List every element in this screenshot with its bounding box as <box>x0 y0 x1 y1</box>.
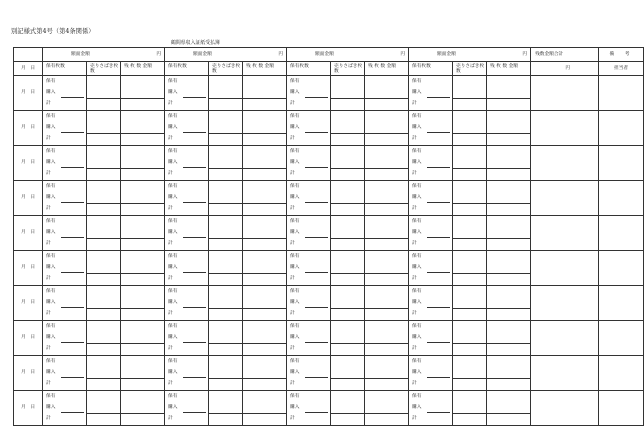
month-day-header: 月 日 <box>14 62 43 76</box>
remaining-amount-cell[interactable] <box>243 216 287 251</box>
sold-count-cell[interactable] <box>209 391 243 426</box>
remaining-amount-cell[interactable] <box>487 286 531 321</box>
held-purchased-total-cell[interactable]: 保有 購入 計 <box>287 391 331 426</box>
held-count-header: 保有枚数 <box>287 62 331 76</box>
note-cell[interactable] <box>599 356 644 391</box>
remaining-amount-cell[interactable] <box>243 356 287 391</box>
remaining-amount-cell[interactable] <box>365 111 409 146</box>
sold-count-cell[interactable] <box>87 251 121 286</box>
sold-count-cell[interactable] <box>453 321 487 356</box>
sold-count-cell[interactable] <box>87 216 121 251</box>
held-purchased-total-cell[interactable]: 保有 購入 計 <box>409 111 453 146</box>
ledger-row <box>14 216 644 251</box>
held-purchased-total-cell[interactable]: 保有 購入 計 <box>287 321 331 356</box>
sold-count-cell[interactable] <box>209 321 243 356</box>
held-purchased-total-cell[interactable]: 保有 購入 計 <box>165 286 209 321</box>
sold-count-cell[interactable] <box>87 356 121 391</box>
sold-count-cell[interactable] <box>331 111 365 146</box>
sold-count-cell[interactable] <box>331 286 365 321</box>
denomination-header: 額面金額 円 <box>43 48 165 62</box>
held-purchased-total-cell[interactable]: 保有 購入 計 <box>165 391 209 426</box>
remaining-amount-cell[interactable] <box>365 216 409 251</box>
remaining-total-cell[interactable] <box>531 321 599 356</box>
held-purchased-total-cell[interactable]: 保有 購入 計 <box>43 391 87 426</box>
held-purchased-total-cell[interactable]: 保有 購入 計 <box>409 146 453 181</box>
note-cell[interactable] <box>599 286 644 321</box>
held-purchased-total-cell[interactable]: 保有 購入 計 <box>287 251 331 286</box>
date-cell[interactable]: 月 日 <box>14 391 43 426</box>
sold-count-cell[interactable] <box>87 146 121 181</box>
remaining-amount-cell[interactable] <box>121 251 165 286</box>
remaining-amount-header: 残 枚 数 金額 <box>365 62 409 76</box>
held-purchased-total-cell[interactable]: 保有 購入 計 <box>43 286 87 321</box>
remaining-amount-cell[interactable] <box>487 251 531 286</box>
remaining-amount-cell[interactable] <box>243 286 287 321</box>
held-purchased-total-cell[interactable]: 保有 購入 計 <box>409 216 453 251</box>
remaining-amount-cell[interactable] <box>121 181 165 216</box>
sold-count-cell[interactable] <box>209 76 243 111</box>
remaining-amount-cell[interactable] <box>121 146 165 181</box>
remaining-amount-cell[interactable] <box>365 391 409 426</box>
remaining-amount-cell[interactable] <box>121 321 165 356</box>
note-cell[interactable] <box>599 181 644 216</box>
held-purchased-total-cell[interactable]: 保有 購入 計 <box>287 216 331 251</box>
ledger-row <box>14 146 644 181</box>
sold-count-cell[interactable] <box>331 251 365 286</box>
held-purchased-total-cell[interactable]: 保有 購入 計 <box>43 321 87 356</box>
held-purchased-total-cell[interactable]: 保有 購入 計 <box>43 356 87 391</box>
person-in-charge-header: 担当者 <box>599 62 644 76</box>
sold-count-cell[interactable] <box>453 251 487 286</box>
held-purchased-total-cell[interactable]: 保有 購入 計 <box>165 111 209 146</box>
note-cell[interactable] <box>599 146 644 181</box>
held-purchased-total-cell[interactable]: 保有 購入 計 <box>43 146 87 181</box>
remaining-amount-cell[interactable] <box>365 356 409 391</box>
note-cell[interactable] <box>599 321 644 356</box>
sold-count-cell[interactable] <box>453 146 487 181</box>
form-title: 鶴間県収入証紙受払簿 <box>171 40 220 46</box>
remaining-total-cell[interactable] <box>531 356 599 391</box>
held-purchased-total-cell[interactable]: 保有 購入 計 <box>409 321 453 356</box>
date-cell[interactable]: 月 日 <box>14 251 43 286</box>
held-purchased-total-cell[interactable]: 保有 購入 計 <box>43 251 87 286</box>
remaining-amount-cell[interactable] <box>243 76 287 111</box>
remaining-amount-cell[interactable] <box>365 286 409 321</box>
sold-count-cell[interactable] <box>331 146 365 181</box>
remaining-total-cell[interactable] <box>531 251 599 286</box>
remaining-total-cell[interactable] <box>531 181 599 216</box>
date-cell[interactable]: 月 日 <box>14 321 43 356</box>
remaining-amount-cell[interactable] <box>365 146 409 181</box>
ledger-table <box>13 47 644 426</box>
remaining-amount-cell[interactable] <box>365 181 409 216</box>
sold-count-cell[interactable] <box>209 356 243 391</box>
held-count-header: 保有枚数 <box>409 62 453 76</box>
sold-count-header: 売りさばき枚数 <box>453 62 487 76</box>
date-cell[interactable]: 月 日 <box>14 146 43 181</box>
held-purchased-total-cell[interactable]: 保有 購入 計 <box>287 356 331 391</box>
date-cell[interactable]: 月 日 <box>14 356 43 391</box>
note-cell[interactable] <box>599 76 644 111</box>
held-purchased-total-cell[interactable]: 保有 購入 計 <box>165 321 209 356</box>
held-purchased-total-cell[interactable]: 保有 購入 計 <box>43 181 87 216</box>
denomination-header: 額面金額 円 <box>409 48 531 62</box>
sold-count-cell[interactable] <box>209 146 243 181</box>
sold-count-cell[interactable] <box>87 181 121 216</box>
sold-count-cell[interactable] <box>87 76 121 111</box>
denomination-header: 額面金額 円 <box>287 48 409 62</box>
remaining-amount-cell[interactable] <box>121 391 165 426</box>
remaining-amount-header: 残 枚 数 金額 <box>121 62 165 76</box>
remaining-total-cell[interactable] <box>531 286 599 321</box>
held-purchased-total-cell[interactable]: 保有 購入 計 <box>287 286 331 321</box>
sold-count-cell[interactable] <box>331 391 365 426</box>
held-purchased-total-cell[interactable]: 保有 購入 計 <box>165 146 209 181</box>
held-purchased-total-cell[interactable]: 保有 購入 計 <box>43 76 87 111</box>
remaining-amount-cell[interactable] <box>487 391 531 426</box>
held-purchased-total-cell[interactable]: 保有 購入 計 <box>409 76 453 111</box>
sold-count-cell[interactable] <box>453 356 487 391</box>
remaining-total-header: 残数金額合計 <box>531 48 599 62</box>
sold-count-cell[interactable] <box>87 391 121 426</box>
remaining-amount-cell[interactable] <box>243 181 287 216</box>
denomination-header: 額面金額 円 <box>165 48 287 62</box>
remaining-amount-cell[interactable] <box>487 76 531 111</box>
held-purchased-total-cell[interactable]: 保有 購入 計 <box>43 216 87 251</box>
held-purchased-total-cell[interactable]: 保有 購入 計 <box>409 181 453 216</box>
remaining-amount-cell[interactable] <box>121 216 165 251</box>
note-cell[interactable] <box>599 391 644 426</box>
remaining-amount-cell[interactable] <box>243 251 287 286</box>
ledger-row <box>14 251 644 286</box>
held-purchased-total-cell[interactable]: 保有 購入 計 <box>165 356 209 391</box>
ledger-row <box>14 286 644 321</box>
sold-count-header: 売りさばき枚数 <box>331 62 365 76</box>
remaining-total-cell[interactable] <box>531 146 599 181</box>
remaining-amount-cell[interactable] <box>487 111 531 146</box>
sold-count-cell[interactable] <box>331 181 365 216</box>
remaining-total-cell[interactable] <box>531 391 599 426</box>
sold-count-cell[interactable] <box>87 286 121 321</box>
remaining-total-cell[interactable] <box>531 76 599 111</box>
remaining-amount-cell[interactable] <box>243 321 287 356</box>
held-purchased-total-cell[interactable]: 保有 購入 計 <box>165 181 209 216</box>
sold-count-cell[interactable] <box>209 111 243 146</box>
held-purchased-total-cell[interactable]: 保有 購入 計 <box>409 356 453 391</box>
held-purchased-total-cell[interactable]: 保有 購入 計 <box>287 76 331 111</box>
sold-count-cell[interactable] <box>453 181 487 216</box>
note-cell[interactable] <box>599 216 644 251</box>
sold-count-header: 売りさばき枚数 <box>87 62 121 76</box>
remaining-amount-cell[interactable] <box>487 146 531 181</box>
header-row-denominations <box>14 48 644 62</box>
held-purchased-total-cell[interactable]: 保有 購入 計 <box>43 111 87 146</box>
held-purchased-total-cell[interactable]: 保有 購入 計 <box>165 216 209 251</box>
remaining-total-cell[interactable] <box>531 111 599 146</box>
held-count-header: 保有枚数 <box>165 62 209 76</box>
sold-count-cell[interactable] <box>453 391 487 426</box>
held-purchased-total-cell[interactable]: 保有 購入 計 <box>287 146 331 181</box>
corner-cell <box>14 48 43 62</box>
remaining-amount-cell[interactable] <box>243 146 287 181</box>
remaining-amount-header: 残 枚 数 金額 <box>243 62 287 76</box>
remaining-amount-cell[interactable] <box>121 76 165 111</box>
remaining-total-yen-cell: 円 <box>531 62 599 76</box>
held-purchased-total-cell[interactable]: 保有 購入 計 <box>287 111 331 146</box>
form-number: 別記様式第4号（第4条関係） <box>11 28 95 35</box>
remaining-amount-header: 残 枚 数 金額 <box>487 62 531 76</box>
sold-count-cell[interactable] <box>209 216 243 251</box>
held-purchased-total-cell[interactable]: 保有 購入 計 <box>287 181 331 216</box>
date-cell[interactable]: 月 日 <box>14 111 43 146</box>
sold-count-header: 売りさばき枚数 <box>209 62 243 76</box>
held-purchased-total-cell[interactable]: 保有 購入 計 <box>409 251 453 286</box>
held-purchased-total-cell[interactable]: 保有 購入 計 <box>165 251 209 286</box>
remaining-amount-cell[interactable] <box>243 391 287 426</box>
held-purchased-total-cell[interactable]: 保有 購入 計 <box>165 76 209 111</box>
remaining-amount-cell[interactable] <box>365 251 409 286</box>
remaining-amount-cell[interactable] <box>487 321 531 356</box>
remaining-amount-cell[interactable] <box>121 356 165 391</box>
remaining-amount-cell[interactable] <box>487 356 531 391</box>
date-cell[interactable]: 月 日 <box>14 216 43 251</box>
remaining-amount-cell[interactable] <box>365 321 409 356</box>
note-cell[interactable] <box>599 111 644 146</box>
sold-count-cell[interactable] <box>331 76 365 111</box>
date-cell[interactable]: 月 日 <box>14 181 43 216</box>
sold-count-cell[interactable] <box>453 286 487 321</box>
sold-count-cell[interactable] <box>331 321 365 356</box>
held-purchased-total-cell[interactable]: 保有 購入 計 <box>409 391 453 426</box>
sold-count-cell[interactable] <box>209 286 243 321</box>
date-cell[interactable]: 月 日 <box>14 76 43 111</box>
ledger-row <box>14 181 644 216</box>
remaining-amount-cell[interactable] <box>243 111 287 146</box>
remaining-total-cell[interactable] <box>531 216 599 251</box>
held-count-header: 保有枚数 <box>43 62 87 76</box>
header-row-subcolumns <box>14 62 644 76</box>
remaining-amount-cell[interactable] <box>121 111 165 146</box>
sold-count-cell[interactable] <box>87 111 121 146</box>
sold-count-cell[interactable] <box>453 76 487 111</box>
note-cell[interactable] <box>599 251 644 286</box>
sold-count-cell[interactable] <box>209 251 243 286</box>
remaining-amount-cell[interactable] <box>121 286 165 321</box>
sold-count-cell[interactable] <box>453 216 487 251</box>
remaining-amount-cell[interactable] <box>365 76 409 111</box>
remaining-amount-cell[interactable] <box>487 181 531 216</box>
sold-count-cell[interactable] <box>331 356 365 391</box>
date-cell[interactable]: 月 日 <box>14 286 43 321</box>
remaining-amount-cell[interactable] <box>487 216 531 251</box>
held-purchased-total-cell[interactable]: 保有 購入 計 <box>409 286 453 321</box>
ledger-row <box>14 321 644 356</box>
ledger-row <box>14 356 644 391</box>
ledger-row <box>14 76 644 111</box>
sold-count-cell[interactable] <box>87 321 121 356</box>
ledger-row <box>14 111 644 146</box>
ledger-row <box>14 391 644 426</box>
sold-count-cell[interactable] <box>453 111 487 146</box>
sold-count-cell[interactable] <box>331 216 365 251</box>
note-header: 備 考 <box>599 48 644 62</box>
sold-count-cell[interactable] <box>209 181 243 216</box>
